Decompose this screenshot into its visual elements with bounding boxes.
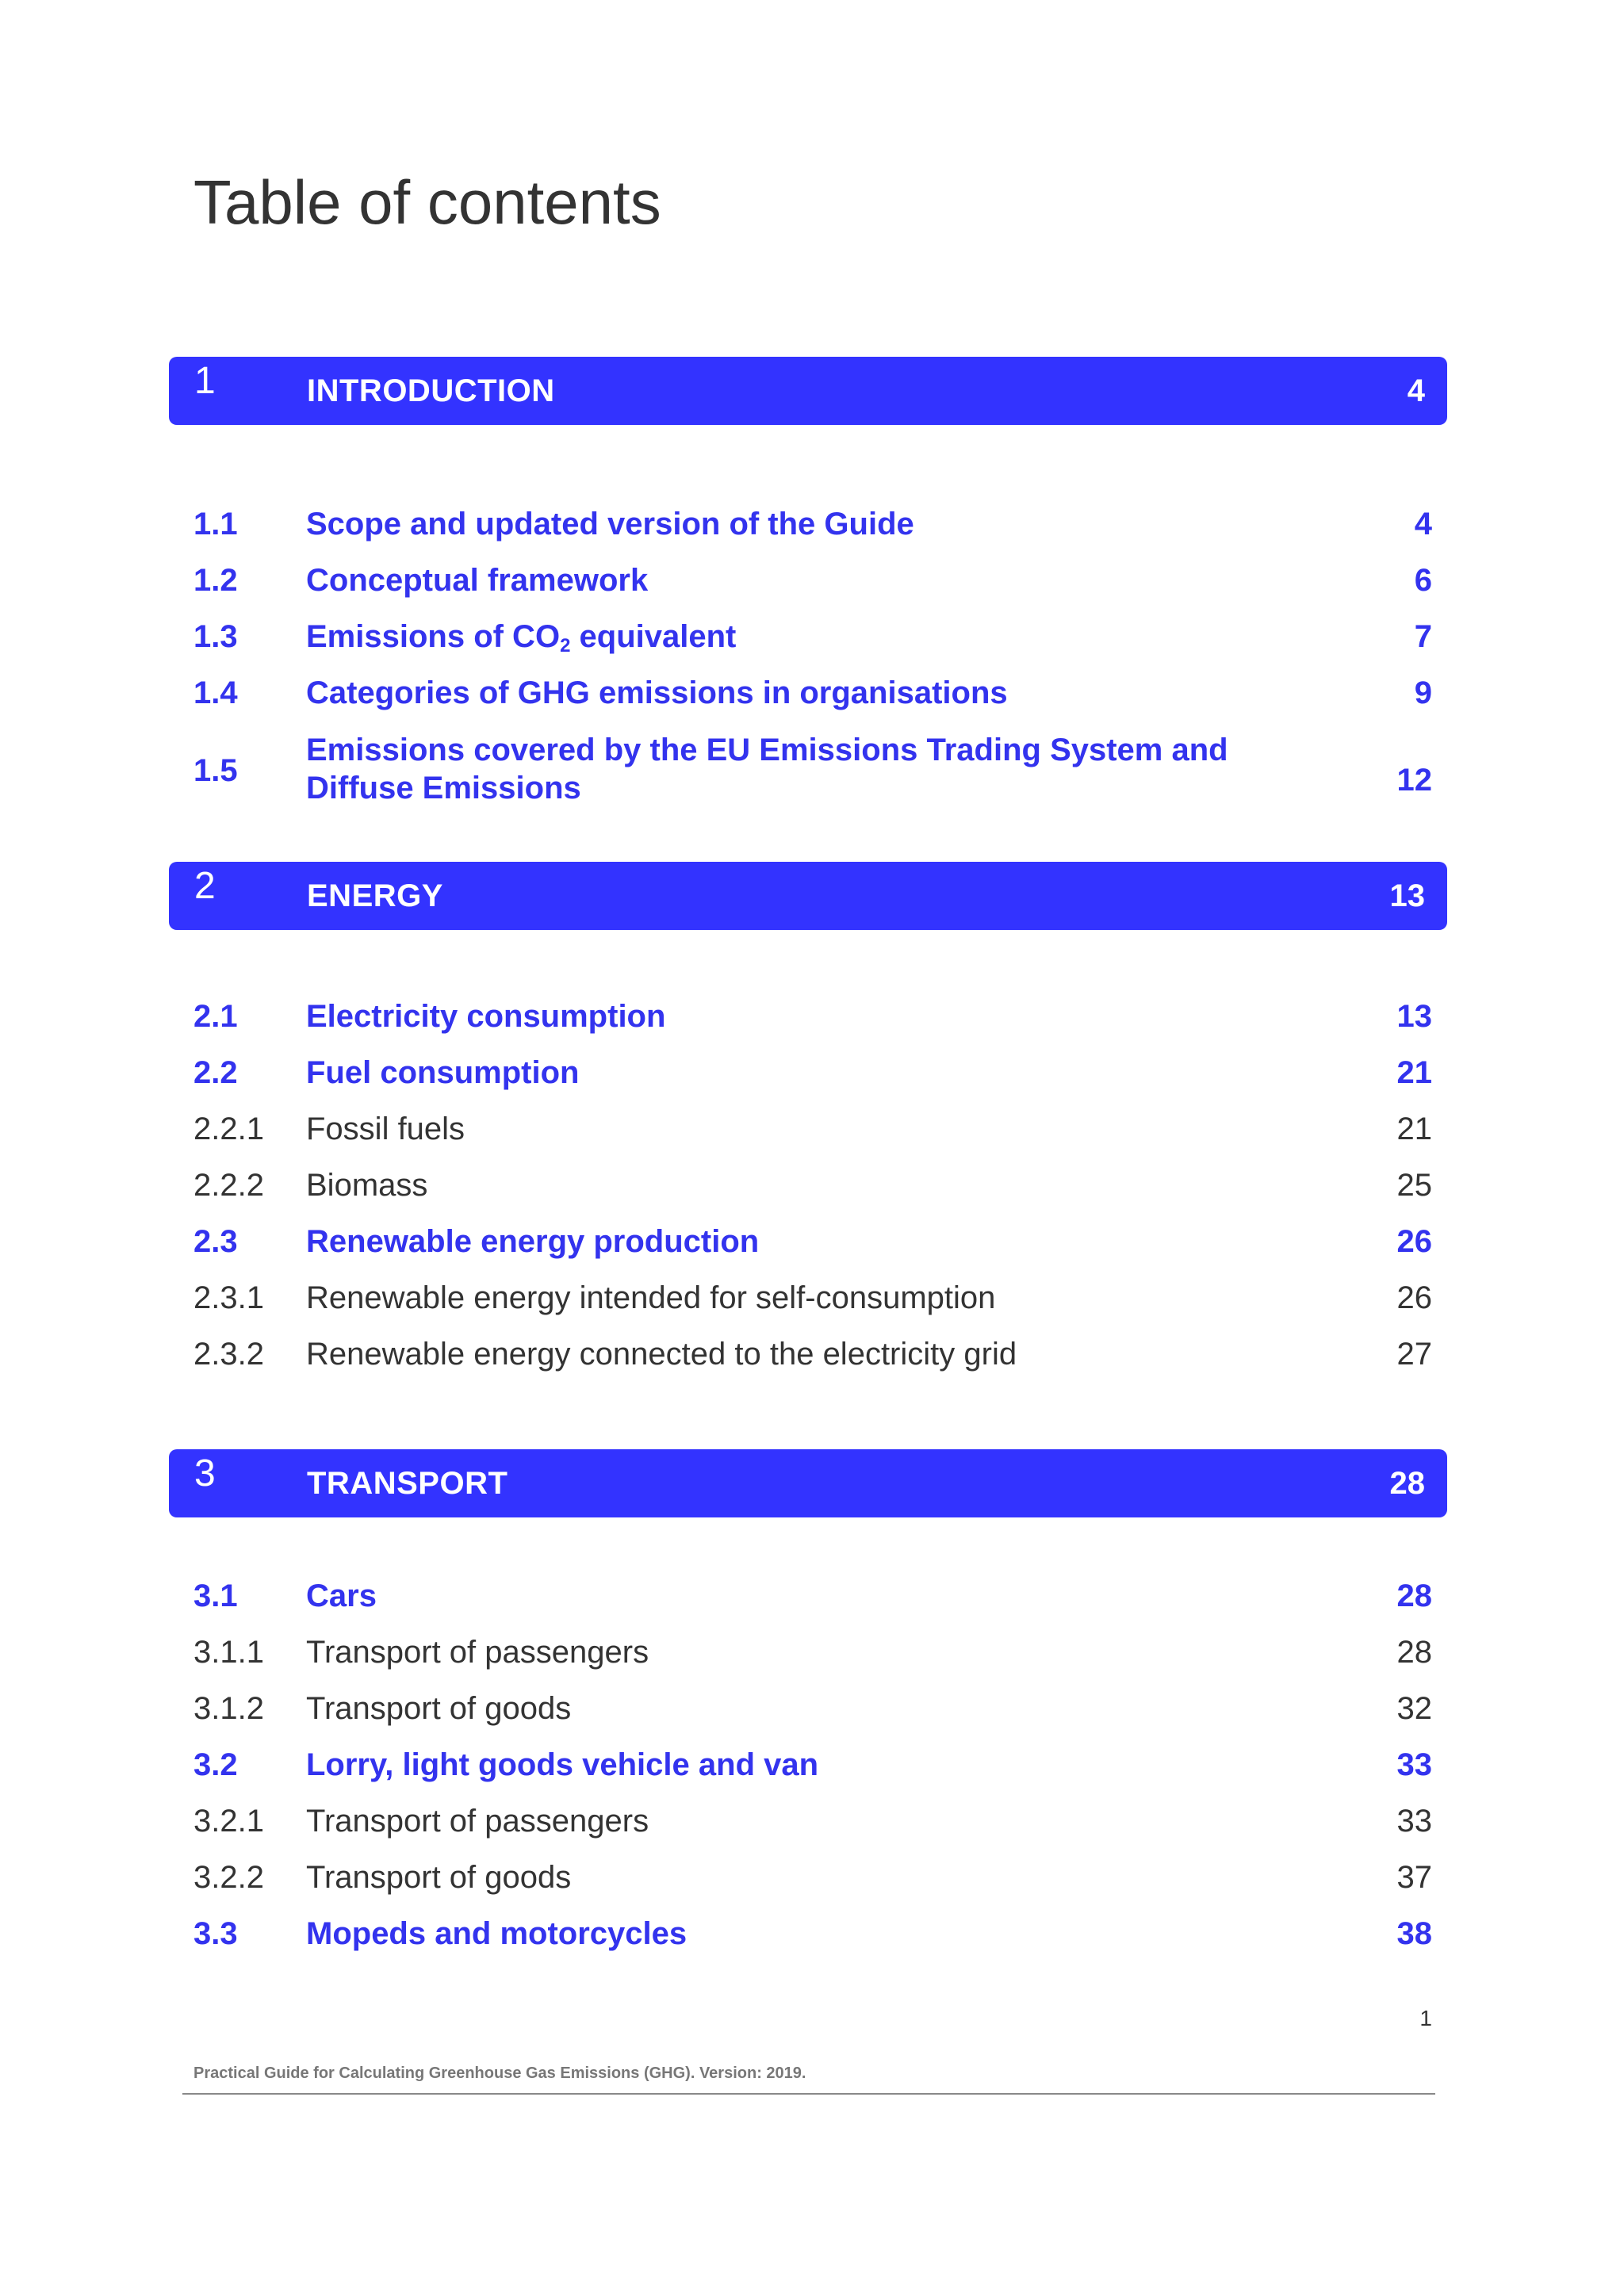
toc-entry-2-3-1[interactable] xyxy=(193,1274,1432,1322)
toc-label: Transport of goods xyxy=(306,1860,572,1895)
toc-label-text: Emissions of CO xyxy=(306,619,561,654)
toc-label: Cars xyxy=(306,1578,377,1613)
toc-entry-3-3[interactable] xyxy=(193,1910,1432,1957)
toc-label: Lorry, light goods vehicle and van xyxy=(306,1747,819,1782)
toc-page: 28 xyxy=(1396,1635,1432,1670)
toc-label xyxy=(306,613,736,660)
toc-number: 3.2.2 xyxy=(193,1860,264,1895)
toc-page: 33 xyxy=(1396,1747,1432,1782)
toc-page: 7 xyxy=(1414,619,1432,654)
chapter-heading-introduction[interactable] xyxy=(169,357,1447,425)
footer-divider xyxy=(182,2093,1435,2095)
toc-page: 28 xyxy=(1396,1578,1432,1613)
toc-page: 12 xyxy=(1396,763,1432,798)
toc-number: 2.2.2 xyxy=(193,1168,264,1203)
toc-number: 3.2.1 xyxy=(193,1804,264,1839)
toc-number: 3.3 xyxy=(193,1916,238,1951)
toc-label: Categories of GHG emissions in organisations xyxy=(306,675,1008,710)
toc-entry-3-2[interactable] xyxy=(193,1741,1432,1789)
toc-label: Fossil fuels xyxy=(306,1112,465,1146)
toc-entry-2-2-1[interactable] xyxy=(193,1105,1432,1153)
toc-page: 32 xyxy=(1396,1691,1432,1726)
toc-label-text: equivalent xyxy=(570,619,737,654)
toc-entry-3-1-2[interactable] xyxy=(193,1685,1432,1732)
toc-number: 3.1 xyxy=(193,1578,238,1613)
chapter-title: ENERGY xyxy=(307,878,443,913)
toc-label: Renewable energy intended for self-consumption xyxy=(306,1280,996,1315)
chapter-number: 2 xyxy=(194,865,216,907)
toc-label: Renewable energy connected to the electricity grid xyxy=(306,1337,1017,1372)
toc-label: Mopeds and motorcycles xyxy=(306,1916,688,1951)
toc-page: 27 xyxy=(1396,1337,1432,1372)
toc-entry-3-1-1[interactable] xyxy=(193,1628,1432,1676)
toc-page: 33 xyxy=(1396,1804,1432,1839)
toc-page: 6 xyxy=(1414,563,1432,598)
toc-page: 26 xyxy=(1396,1224,1432,1259)
toc-label: Biomass xyxy=(306,1168,428,1203)
chapter-title: INTRODUCTION xyxy=(307,373,555,408)
footer-text: Practical Guide for Calculating Greenhouse Gas Emissions (GHG). Version: 2019. xyxy=(193,2064,806,2082)
toc-label: Electricity consumption xyxy=(306,999,666,1034)
toc-entry-2-3[interactable] xyxy=(193,1218,1432,1265)
chapter-number: 1 xyxy=(194,360,216,402)
toc-number: 3.1.1 xyxy=(193,1635,264,1670)
toc-entry-3-1[interactable] xyxy=(193,1572,1432,1620)
toc-label: Transport of goods xyxy=(306,1691,572,1726)
toc-label: Transport of passengers xyxy=(306,1804,649,1839)
chapter-heading-energy[interactable] xyxy=(169,862,1447,930)
toc-page: 37 xyxy=(1396,1860,1432,1895)
toc-page: 25 xyxy=(1396,1168,1432,1203)
toc-label: Emissions covered by the EU Emissions Trading System and Diffuse Emissions xyxy=(306,733,1228,806)
toc-number: 3.1.2 xyxy=(193,1691,264,1726)
toc-entry-1-4[interactable] xyxy=(193,669,1432,717)
toc-entry-1-3[interactable] xyxy=(193,613,1432,660)
toc-entry-3-2-2[interactable] xyxy=(193,1854,1432,1901)
toc-number: 2.3.2 xyxy=(193,1337,264,1372)
toc-number: 2.2 xyxy=(193,1055,238,1090)
toc-number: 1.2 xyxy=(193,563,238,598)
toc-entry-1-5[interactable] xyxy=(193,729,1432,809)
toc-label: Transport of passengers xyxy=(306,1635,649,1670)
toc-entry-1-1[interactable] xyxy=(193,500,1432,548)
chapter-page: 13 xyxy=(1389,878,1425,913)
toc-page: 21 xyxy=(1396,1055,1432,1090)
toc-entry-2-1[interactable] xyxy=(193,993,1432,1040)
toc-page: 4 xyxy=(1414,507,1432,541)
chapter-page: 4 xyxy=(1407,373,1425,408)
chapter-heading-transport[interactable] xyxy=(169,1449,1447,1517)
toc-label: Conceptual framework xyxy=(306,563,649,598)
toc-label: Fuel consumption xyxy=(306,1055,580,1090)
toc-number: 1.5 xyxy=(193,753,238,788)
toc-page: 21 xyxy=(1396,1112,1432,1146)
toc-number: 1.4 xyxy=(193,675,238,710)
toc-page: 26 xyxy=(1396,1280,1432,1315)
toc-number: 2.3 xyxy=(193,1224,238,1259)
toc-number: 2.1 xyxy=(193,999,238,1034)
toc-label: Scope and updated version of the Guide xyxy=(306,507,914,541)
toc-entry-2-3-2[interactable] xyxy=(193,1330,1432,1378)
toc-number: 2.2.1 xyxy=(193,1112,264,1146)
page-number: 1 xyxy=(1419,2006,1432,2030)
toc-number: 3.2 xyxy=(193,1747,238,1782)
page-title: Table of contents xyxy=(193,167,661,237)
toc-number: 2.3.1 xyxy=(193,1280,264,1315)
toc-page: 38 xyxy=(1396,1916,1432,1951)
toc-page: 9 xyxy=(1414,675,1432,710)
chapter-number: 3 xyxy=(194,1452,216,1494)
chapter-title: TRANSPORT xyxy=(307,1466,508,1501)
subscript-text: 2 xyxy=(560,635,571,656)
toc-entry-3-2-1[interactable] xyxy=(193,1797,1432,1845)
toc-number: 1.3 xyxy=(193,619,238,654)
toc-page: 13 xyxy=(1396,999,1432,1034)
toc-entry-1-2[interactable] xyxy=(193,557,1432,604)
toc-entry-2-2-2[interactable] xyxy=(193,1161,1432,1209)
toc-entry-2-2[interactable] xyxy=(193,1049,1432,1096)
toc-number: 1.1 xyxy=(193,507,238,541)
chapter-page: 28 xyxy=(1389,1466,1425,1501)
toc-label: Renewable energy production xyxy=(306,1224,760,1259)
